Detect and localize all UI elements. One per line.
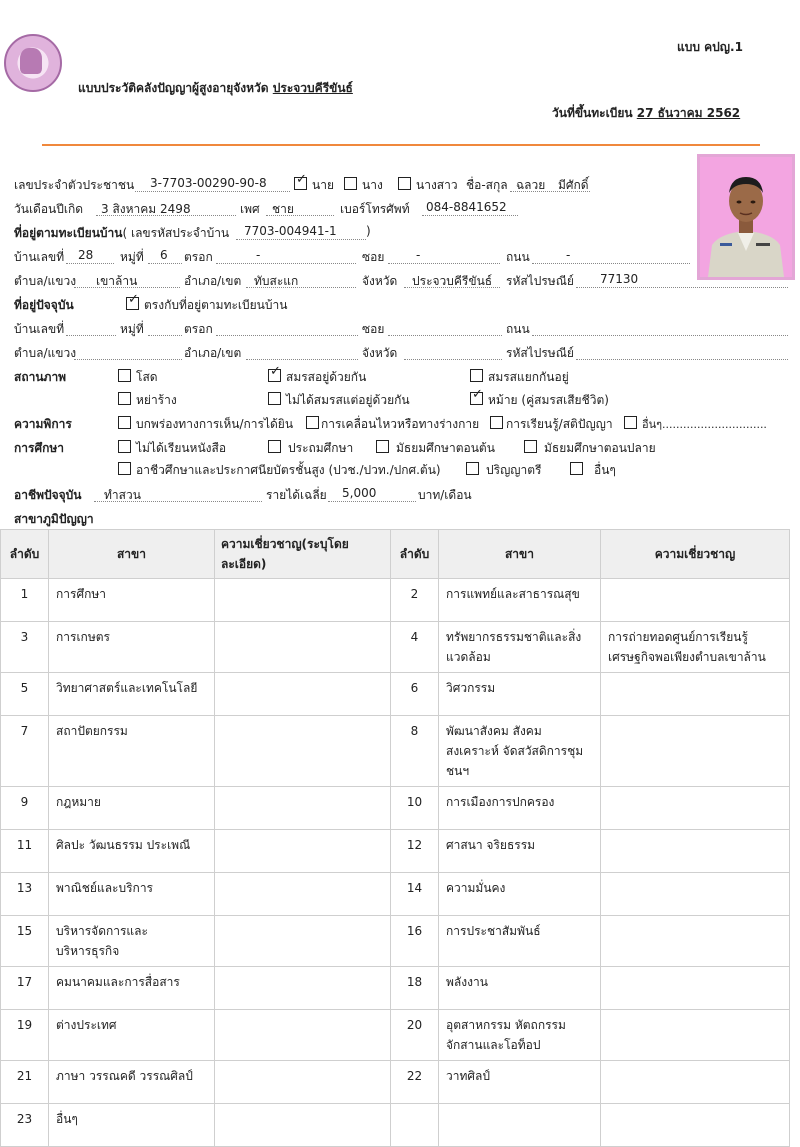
row-left-branch: อื่นๆ [49,1104,215,1147]
sex-label: เพศ [240,202,260,216]
row-right-expertise [601,1061,790,1104]
disability-mobility-label: การเคลื่อนไหวหรือทางร่างกาย [321,417,480,431]
disability-mobility-checkbox[interactable] [306,416,319,429]
form-code: แบบ คปญ.1 [677,40,743,54]
row-right-branch: การแพทย์และสาธารณสุข [439,579,601,622]
row-right-expertise [601,873,790,916]
table-row [1,716,790,787]
row-left-branch: วิทยาศาสตร์และเทคโนโลยี [49,673,215,716]
reg-house-no-label: บ้านเลขที่ [14,250,65,264]
house-code-value: 7703-004941-1 [244,224,337,238]
row-left-no: 11 [1,830,49,873]
row-right-expertise [601,787,790,830]
title-miss-checkbox[interactable] [398,177,411,190]
marital-single-label: โสด [136,370,158,384]
last-name: มีศักดิ์ [558,178,589,192]
table-row [1,787,790,830]
row-left-branch: การเกษตร [49,622,215,673]
reg-tambon-value: เขาล้าน [96,274,138,288]
row-left-branch: ศิลปะ วัฒนธรรม ประเพณี [49,830,215,873]
occupation-label: อาชีพปัจจุบัน [14,488,82,502]
col-expertise-left-line1: ความเชี่ยวชาญ(ระบุโดย [221,537,349,551]
edu-upper-sec-checkbox[interactable] [524,440,537,453]
marital-divorced-checkbox[interactable] [118,392,131,405]
edu-bachelor-checkbox[interactable] [466,462,479,475]
row-right-expertise [601,579,790,622]
row-right-expertise [601,967,790,1010]
row-right-expertise [601,1010,790,1061]
reg-road-label: ถนน [506,250,530,264]
row-right-expertise [601,916,790,967]
disability-sight-label: บกพร่องทางการเห็น/การได้ยิน [136,417,294,431]
row-left-no: 9 [1,787,49,830]
wisdom-heading: สาขาภูมิปัญญา [14,512,94,526]
marital-cohabiting-checkbox[interactable] [268,392,281,405]
edu-other-checkbox[interactable] [570,462,583,475]
row-right-no: 20 [391,1010,439,1061]
table-row [1,916,790,967]
reg-amphoe-label: อำเภอ/เขต [184,274,242,288]
title-miss-label: นางสาว [416,178,458,192]
table-row [1,579,790,622]
col-branch-right: สาขา [439,530,601,579]
marital-separated-checkbox[interactable] [470,369,483,382]
edu-lower-sec-checkbox[interactable] [376,440,389,453]
row-left-expertise [215,967,391,1010]
marital-widowed-label: หม้าย (คู่สมรสเสียชีวิต) [488,393,609,407]
col-branch-left: สาขา [49,530,215,579]
edu-vocational-checkbox[interactable] [118,462,131,475]
current-address-heading: ที่อยู่ปัจจุบัน [14,298,74,312]
header-divider [42,144,760,146]
row-left-no: 1 [1,579,49,622]
marital-divorced-label: หย่าร้าง [136,393,177,407]
edu-none-label: ไม่ได้เรียนหนังสือ [136,441,227,455]
registration-date-label: วันที่ขึ้นทะเบียน [552,106,633,120]
marital-cohabiting-label: ไม่ได้สมรสแต่อยู่ด้วยกัน [286,393,410,407]
row-left-branch: สถาปัตยกรรม [49,716,215,787]
disability-other-label: อื่นๆ.............................. [642,418,767,431]
row-left-branch: ต่างประเทศ [49,1010,215,1061]
col-expertise-left-line2: ละเอียด) [221,557,267,571]
col-expertise-right: ความเชี่ยวชาญ [601,530,790,579]
reg-tambon-label: ตำบล/แขวง [14,274,77,288]
cur-province-label: จังหวัด [362,346,398,360]
row-left-branch: ภาษา วรรณคดี วรรณศิลป์ [49,1061,215,1104]
row-right-expertise: การถ่ายทอดศูนย์การเรียนรู้เศรษฐกิจพอเพียงตำบลเขาล้าน [601,622,790,673]
row-left-expertise [215,916,391,967]
form-title [78,79,353,98]
row-right-no: 12 [391,830,439,873]
cur-tambon-label: ตำบล/แขวง [14,346,77,360]
occupation-value: ทำสวน [104,488,141,502]
row-right-expertise [601,716,790,787]
cur-moo-label: หมู่ที่ [120,322,144,336]
name-label: ชื่อ-สกุล [466,178,508,192]
row-left-no: 21 [1,1061,49,1104]
cur-road-label: ถนน [506,322,530,336]
row-right-branch: พัฒนาสังคม สังคม สงเคราะห์ จัดสวัสดิการชุมชนฯ [439,716,601,787]
dob-label: วันเดือนปีเกิด [14,202,84,216]
marital-separated-label: สมรสแยกกันอยู่ [488,370,569,384]
row-left-expertise [215,830,391,873]
reg-province-label: จังหวัด [362,274,398,288]
row-left-expertise [215,673,391,716]
registered-address-row [14,224,229,243]
row-right-branch: พลังงาน [439,967,601,1010]
same-address-label: ตรงกับที่อยู่ตามทะเบียนบ้าน [144,298,288,312]
row-left-expertise [215,622,391,673]
registered-address-heading: ที่อยู่ตามทะเบียนบ้าน [14,226,123,240]
row-left-no: 5 [1,673,49,716]
income-value: 5,000 [342,486,377,500]
edu-primary-checkbox[interactable] [268,440,281,453]
row-left-no: 19 [1,1010,49,1061]
row-right-no: 4 [391,622,439,673]
table-row [1,673,790,716]
title-mrs-checkbox[interactable] [344,177,357,190]
cur-soi-label: ซอย [362,322,385,336]
edu-primary-label: ประถมศึกษา [288,441,354,455]
disability-sight-checkbox[interactable] [118,416,131,429]
row-right-no: 16 [391,916,439,967]
reg-province-value: ประจวบคีรีขันธ์ [412,274,493,288]
row-right-branch: การประชาสัมพันธ์ [439,916,601,967]
col-expertise-left [215,530,391,579]
table-row [1,1104,790,1147]
wisdom-header-row [1,530,790,579]
row-left-branch: คมนาคมและการสื่อสาร [49,967,215,1010]
id-label: เลขประจำตัวประชาชน [14,178,135,192]
reg-soi-label: ซอย [362,250,385,264]
disability-label: ความพิการ [14,417,72,431]
marital-label: สถานภาพ [14,370,67,384]
edu-bachelor-label: ปริญญาตรี [486,463,542,477]
id-value: 3-7703-00290-90-8 [150,176,267,190]
row-right-branch: ทรัพยากรธรรมชาติและสิ่งแวดล้อม [439,622,601,673]
wisdom-table-body [1,579,790,1147]
row-right-branch: การเมืองการปกครอง [439,787,601,830]
table-row [1,830,790,873]
row-left-expertise [215,716,391,787]
income-label: รายได้เฉลี่ย [266,488,327,502]
registration-date-value: 27 ธันวาคม 2562 [636,106,741,120]
wisdom-table [0,529,790,1147]
marital-married-checkbox[interactable]: ✓ [268,369,281,382]
cur-house-no-label: บ้านเลขที่ [14,322,65,336]
row-left-branch: การศึกษา [49,579,215,622]
row-left-branch: กฎหมาย [49,787,215,830]
house-code-close: ) [366,224,371,238]
title-mrs-label: นาง [362,178,383,192]
reg-moo-value: 6 [160,248,168,262]
form-title-province: ประจวบคีรีขันธ์ [272,81,353,95]
cur-postal-label: รหัสไปรษณีย์ [506,346,574,360]
table-row [1,1010,790,1061]
row-left-expertise [215,787,391,830]
sex-value: ชาย [272,202,294,216]
disability-learning-checkbox[interactable] [490,416,503,429]
edu-other-label: อื่นๆ [594,463,616,477]
col-no-right: ลำดับ [391,530,439,579]
reg-soi-value: - [416,248,421,262]
row-right-no: 10 [391,787,439,830]
row-right-branch: วาทศิลป์ [439,1061,601,1104]
education-label: การศึกษา [14,441,64,455]
reg-trok-value: - [256,248,261,262]
row-left-no: 3 [1,622,49,673]
reg-trok-label: ตรอก [184,250,213,264]
row-right-branch: ความมั่นคง [439,873,601,916]
edu-upper-sec-label: มัธยมศึกษาตอนปลาย [544,441,656,455]
row-right-branch: ศาสนา จริยธรรม [439,830,601,873]
reg-moo-label: หมู่ที่ [120,250,144,264]
disability-other-checkbox[interactable] [624,416,637,429]
same-address-checkbox[interactable]: ✓ [126,297,139,310]
row-left-branch: พาณิชย์และบริการ [49,873,215,916]
edu-none-checkbox[interactable] [118,440,131,453]
disability-learning-label: การเรียนรู้/สติปัญญา [506,417,613,431]
edu-vocational-label: อาชีวศึกษาและประกาศนียบัตรชั้นสูง (ปวช./ปวท./ปกศ.ต้น) [136,463,441,477]
phone-label: เบอร์โทรศัพท์ [340,202,410,216]
table-row [1,622,790,673]
row-right-no: 22 [391,1061,439,1104]
marital-single-checkbox[interactable] [118,369,131,382]
marital-widowed-checkbox[interactable]: ✓ [470,392,483,405]
col-no-left: ลำดับ [1,530,49,579]
row-left-expertise [215,1010,391,1061]
dob-value: 3 สิงหาคม 2498 [101,202,191,216]
row-right-expertise [601,673,790,716]
row-right-branch [439,1104,601,1147]
row-left-expertise [215,1104,391,1147]
cur-amphoe-label: อำเภอ/เขต [184,346,242,360]
income-unit: บาท/เดือน [418,488,472,502]
registration-date [552,104,740,123]
table-row [1,967,790,1010]
edu-lower-sec-label: มัธยมศึกษาตอนต้น [396,441,495,455]
row-right-expertise [601,1104,790,1147]
table-row [1,873,790,916]
first-name: ฉลวย [516,178,546,192]
row-right-branch: อุตสาหกรรม หัตถกรรม จักสานและโอท็อป [439,1010,601,1061]
reg-amphoe-value: ทับสะแก [254,274,299,288]
row-right-no: 14 [391,873,439,916]
row-left-no: 17 [1,967,49,1010]
row-left-no: 23 [1,1104,49,1147]
row-right-no: 2 [391,579,439,622]
row-right-no: 6 [391,673,439,716]
row-left-no: 7 [1,716,49,787]
row-right-no [391,1104,439,1147]
row-left-branch: บริหารจัดการและบริหารธุรกิจ [49,916,215,967]
reg-postal-label: รหัสไปรษณีย์ [506,274,574,288]
row-right-no: 18 [391,967,439,1010]
title-mr-label: นาย [312,178,334,192]
form-title-prefix: แบบประวัติคลังปัญญาผู้สูงอายุจังหวัด [78,81,269,95]
reg-postal-value: 77130 [600,272,639,286]
row-left-no: 13 [1,873,49,916]
row-left-expertise [215,579,391,622]
marital-married-label: สมรสอยู่ด้วยกัน [286,370,367,384]
title-mr-checkbox[interactable]: ✓ [294,177,307,190]
row-left-no: 15 [1,916,49,967]
row-left-expertise [215,873,391,916]
house-code-label: ( เลขรหัสประจำบ้าน [122,226,230,240]
row-left-expertise [215,1061,391,1104]
profile-photo [697,154,795,280]
reg-house-no-value: 28 [78,248,94,262]
row-right-branch: วิศวกรรม [439,673,601,716]
reg-road-value: - [566,248,571,262]
cur-trok-label: ตรอก [184,322,213,336]
government-seal-logo [4,34,62,92]
phone-value: 084-8841652 [426,200,507,214]
row-right-expertise [601,830,790,873]
row-right-no: 8 [391,716,439,787]
table-row [1,1061,790,1104]
